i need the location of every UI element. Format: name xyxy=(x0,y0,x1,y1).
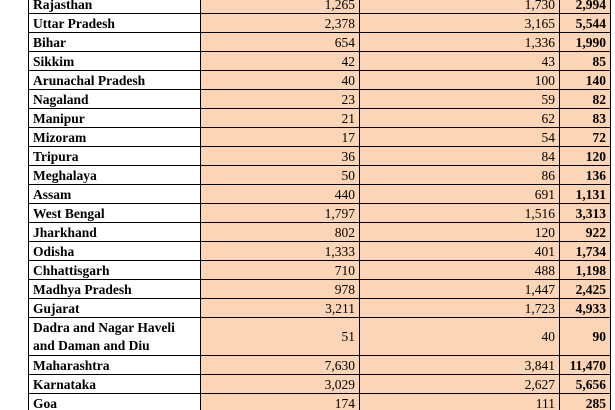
table-row xyxy=(29,394,611,410)
table-row xyxy=(29,223,611,242)
total-cell: 5,656 xyxy=(560,375,611,394)
value-b-cell: 1,516 xyxy=(360,204,560,223)
value-a-cell: 7,630 xyxy=(201,356,360,375)
value-b-cell: 54 xyxy=(360,128,560,147)
state-data-table xyxy=(28,0,611,410)
total-cell: 1,198 xyxy=(560,261,611,280)
state-name-cell: Chhattisgarh xyxy=(29,261,201,280)
table-row xyxy=(29,299,611,318)
total-cell: 922 xyxy=(560,223,611,242)
table-row xyxy=(29,166,611,185)
value-a-cell: 440 xyxy=(201,185,360,204)
value-a-cell: 23 xyxy=(201,90,360,109)
value-b-cell: 62 xyxy=(360,109,560,128)
state-name-cell: Goa xyxy=(29,394,201,410)
value-a-cell: 21 xyxy=(201,109,360,128)
state-name-cell: Bihar xyxy=(29,33,201,52)
total-cell: 11,470 xyxy=(560,356,611,375)
state-name-cell: Dadra and Nagar Haveli and Daman and Diu xyxy=(29,318,201,356)
value-b-cell: 1,730 xyxy=(360,0,560,14)
table-row xyxy=(29,185,611,204)
state-name-cell: Maharashtra xyxy=(29,356,201,375)
value-a-cell: 710 xyxy=(201,261,360,280)
table-row xyxy=(29,128,611,147)
total-cell: 90 xyxy=(560,318,611,356)
table-row xyxy=(29,261,611,280)
value-b-cell: 2,627 xyxy=(360,375,560,394)
table-row xyxy=(29,71,611,90)
state-name-cell: Sikkim xyxy=(29,52,201,71)
value-a-cell: 51 xyxy=(201,318,360,356)
value-a-cell: 3,029 xyxy=(201,375,360,394)
value-b-cell: 1,447 xyxy=(360,280,560,299)
table-row xyxy=(29,109,611,128)
state-name-cell: Uttar Pradesh xyxy=(29,14,201,33)
value-b-cell: 1,336 xyxy=(360,33,560,52)
value-a-cell: 978 xyxy=(201,280,360,299)
total-cell: 120 xyxy=(560,147,611,166)
table-row xyxy=(29,33,611,52)
total-cell: 5,544 xyxy=(560,14,611,33)
value-b-cell: 3,841 xyxy=(360,356,560,375)
table-row xyxy=(29,147,611,166)
value-a-cell: 802 xyxy=(201,223,360,242)
value-a-cell: 1,265 xyxy=(201,0,360,14)
value-a-cell: 50 xyxy=(201,166,360,185)
table-row xyxy=(29,52,611,71)
table-row xyxy=(29,375,611,394)
state-name-cell: Nagaland xyxy=(29,90,201,109)
state-name-cell: Mizoram xyxy=(29,128,201,147)
value-a-cell: 1,333 xyxy=(201,242,360,261)
value-a-cell: 42 xyxy=(201,52,360,71)
value-b-cell: 43 xyxy=(360,52,560,71)
state-name-cell: Meghalaya xyxy=(29,166,201,185)
table-row xyxy=(29,242,611,261)
total-cell: 1,131 xyxy=(560,185,611,204)
state-name-cell: Arunachal Pradesh xyxy=(29,71,201,90)
total-cell: 1,990 xyxy=(560,33,611,52)
table-row xyxy=(29,0,611,14)
state-name-cell: Madhya Pradesh xyxy=(29,280,201,299)
value-b-cell: 84 xyxy=(360,147,560,166)
total-cell: 72 xyxy=(560,128,611,147)
table-row xyxy=(29,14,611,33)
total-cell: 82 xyxy=(560,90,611,109)
value-a-cell: 1,797 xyxy=(201,204,360,223)
total-cell: 83 xyxy=(560,109,611,128)
value-b-cell: 691 xyxy=(360,185,560,204)
value-b-cell: 86 xyxy=(360,166,560,185)
state-name-cell: Manipur xyxy=(29,109,201,128)
value-a-cell: 36 xyxy=(201,147,360,166)
table-row xyxy=(29,356,611,375)
table-row xyxy=(29,204,611,223)
value-b-cell: 1,723 xyxy=(360,299,560,318)
value-b-cell: 111 xyxy=(360,394,560,410)
value-a-cell: 2,378 xyxy=(201,14,360,33)
total-cell: 2,425 xyxy=(560,280,611,299)
value-a-cell: 174 xyxy=(201,394,360,410)
state-name-cell: Assam xyxy=(29,185,201,204)
total-cell: 4,933 xyxy=(560,299,611,318)
state-name-cell: Odisha xyxy=(29,242,201,261)
value-a-cell: 654 xyxy=(201,33,360,52)
total-cell: 285 xyxy=(560,394,611,410)
state-name-cell: Gujarat xyxy=(29,299,201,318)
value-b-cell: 59 xyxy=(360,90,560,109)
value-b-cell: 488 xyxy=(360,261,560,280)
value-a-cell: 3,211 xyxy=(201,299,360,318)
table-body xyxy=(29,0,611,410)
value-b-cell: 3,165 xyxy=(360,14,560,33)
state-name-cell: Karnataka xyxy=(29,375,201,394)
table-row xyxy=(29,90,611,109)
value-b-cell: 100 xyxy=(360,71,560,90)
value-a-cell: 40 xyxy=(201,71,360,90)
total-cell: 3,313 xyxy=(560,204,611,223)
value-b-cell: 40 xyxy=(360,318,560,356)
total-cell: 1,734 xyxy=(560,242,611,261)
state-name-cell: Tripura xyxy=(29,147,201,166)
value-a-cell: 17 xyxy=(201,128,360,147)
value-b-cell: 401 xyxy=(360,242,560,261)
value-b-cell: 120 xyxy=(360,223,560,242)
state-name-cell: Rajasthan xyxy=(29,0,201,14)
total-cell: 2,994 xyxy=(560,0,611,14)
table-row xyxy=(29,318,611,356)
total-cell: 136 xyxy=(560,166,611,185)
table-row xyxy=(29,280,611,299)
total-cell: 140 xyxy=(560,71,611,90)
state-name-cell: West Bengal xyxy=(29,204,201,223)
total-cell: 85 xyxy=(560,52,611,71)
state-name-cell: Jharkhand xyxy=(29,223,201,242)
